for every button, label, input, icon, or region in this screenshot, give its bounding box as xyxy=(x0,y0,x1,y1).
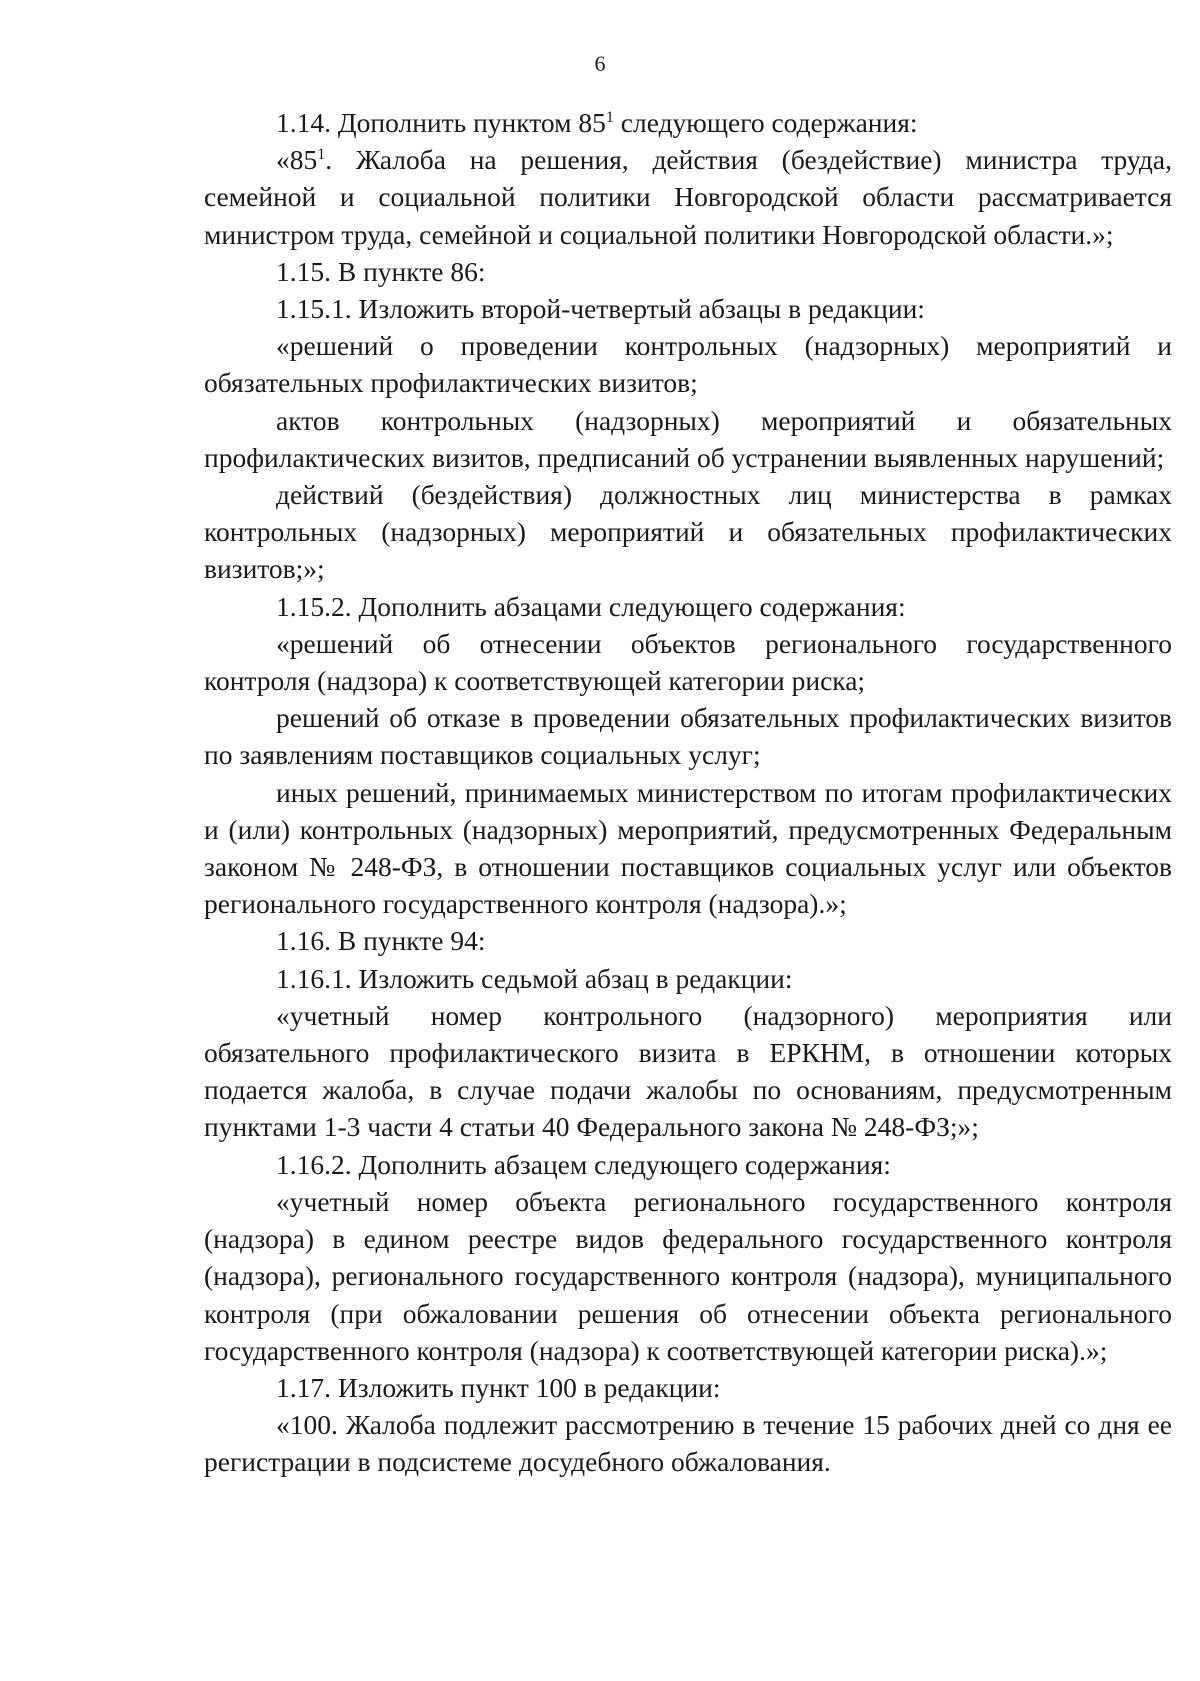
paragraph-text: 1.14. Дополнить пунктом 85 xyxy=(276,107,606,138)
paragraph-text: решений об отказе в проведении обязательных профилактических визитов по заявлениям поставщиков социальных услуг; xyxy=(204,702,1172,771)
paragraph-text: . Жалоба на решения, действия (бездействие) министра труда, семейной и социальной политики Новгородской области рассматривается министром труда, семейной и социальной политики Новгородской области.»; xyxy=(204,144,1172,250)
paragraph-text: действий (бездействия) должностных лиц министерства в рамках контрольных (надзорных) мероприятий и обязательных профилактических визитов;»; xyxy=(204,479,1172,585)
paragraph-1-15-2 xyxy=(204,588,1172,625)
paragraph-text: 1.16. В пункте 94: xyxy=(276,925,486,957)
paragraph-1-16-2 xyxy=(204,1146,1172,1183)
paragraph-accounting-number xyxy=(204,997,1172,1146)
paragraph-text: 1.15. В пункте 86: xyxy=(276,255,486,287)
paragraph-acts xyxy=(204,402,1172,476)
paragraph-refusal xyxy=(204,699,1172,773)
paragraph-risk-category xyxy=(204,625,1172,699)
superscript: 1 xyxy=(605,108,614,126)
document-body xyxy=(204,104,1172,1481)
paragraph-actions xyxy=(204,476,1172,588)
paragraph-text: «85 xyxy=(276,144,318,176)
paragraph-1-14 xyxy=(204,104,1172,141)
page-number: 6 xyxy=(594,51,606,76)
paragraph-text: иных решений, принимаемых министерством по итогам профилактических и (или) контрольных (надзорных) мероприятий, предусмотренных Федеральным законом № 248-ФЗ, в отношении поставщиков социальных услуг или объектов регионального государственного контроля (надзора).»; xyxy=(204,776,1172,920)
paragraph-decisions xyxy=(204,327,1172,401)
paragraph-object-number xyxy=(204,1183,1172,1369)
paragraph-text: 1.17. Изложить пункт 100 в редакции: xyxy=(276,1371,721,1403)
paragraph-text: 1.16.1. Изложить седьмой абзац в редакции: xyxy=(276,962,793,994)
paragraph-text: «решений о проведении контрольных (надзорных) мероприятий и обязательных профилактических визитов; xyxy=(204,330,1172,399)
paragraph-1-16 xyxy=(204,922,1172,959)
paragraph-text: «решений об отнесении объектов регионального государственного контроля (надзора) к соответствующей категории риска; xyxy=(204,627,1172,697)
paragraph-other-decisions xyxy=(204,774,1172,923)
paragraph-85-1-text xyxy=(204,141,1172,253)
superscript: 1 xyxy=(317,146,326,164)
paragraph-1-15 xyxy=(204,253,1172,290)
paragraph-text: «учетный номер контрольного (надзорного) мероприятия или обязательного профилактического визита в ЕРКНМ, в отношении которых подается жалоба, в случае подачи жалобы по основаниям, предусмотренным пунктами 1-3 части 4 статьи 40 Федерального закона № 248-ФЗ;»; xyxy=(204,999,1172,1143)
paragraph-text: 1.15.1. Изложить второй-четвертый абзацы в редакции: xyxy=(276,293,925,325)
paragraph-text: 1.15.2. Дополнить абзацами следующего содержания: xyxy=(276,590,906,622)
paragraph-text: «учетный номер объекта регионального государственного контроля (надзора) в едином реестре видов федерального государственного контроля (надзора), регионального государственного контроля (надзора), муниципального контроля (при обжаловании решения об отнесении объекта регионального государственного контроля (надзора) к соответствующей категории риска).»; xyxy=(204,1185,1172,1366)
paragraph-1-16-1 xyxy=(204,960,1172,997)
paragraph-1-15-1 xyxy=(204,290,1172,327)
paragraph-text: 1.16.2. Дополнить абзацем следующего содержания: xyxy=(276,1148,891,1180)
paragraph-text: актов контрольных (надзорных) мероприятий и обязательных профилактических визитов, предписаний об устранении выявленных нарушений; xyxy=(204,404,1172,473)
paragraph-text: следующего содержания: xyxy=(613,107,918,138)
paragraph-100 xyxy=(204,1406,1172,1480)
paragraph-text: «100. Жалоба подлежит рассмотрению в течение 15 рабочих дней со дня ее регистрации в подсистеме досудебного обжалования. xyxy=(204,1409,1172,1478)
paragraph-1-17 xyxy=(204,1369,1172,1406)
